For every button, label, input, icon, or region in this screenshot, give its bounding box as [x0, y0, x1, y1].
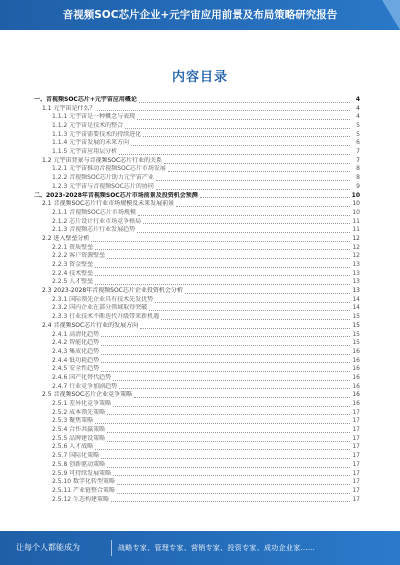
toc-entry-title: 2.2.1 资质壁垒 — [52, 243, 94, 251]
toc-entry[interactable] — [34, 383, 360, 392]
report-title: 音视频SOC芯片企业+元宇宙应用前景及布局策略研究报告 — [62, 9, 338, 21]
toc-leader-dots — [95, 267, 350, 268]
toc-entry-page: 4 — [356, 104, 360, 112]
toc-entry-page: 16 — [352, 400, 360, 408]
toc-entry[interactable] — [34, 426, 360, 435]
toc-entry-title: 2.1.2 芯片设计行业市场竞争格局 — [52, 217, 142, 225]
toc-leader-dots — [143, 136, 350, 137]
toc-entry-title: 2.3 2023-2028年音视频SOC芯片企业投资机会分析 — [42, 287, 183, 295]
toc-leader-dots — [107, 258, 350, 259]
toc-entry-title: 2.4.5 安全性趋势 — [52, 365, 100, 373]
toc-entry-page: 10 — [352, 208, 360, 216]
toc-entry[interactable] — [34, 139, 360, 148]
toc-entry-page: 16 — [352, 347, 360, 355]
toc-entry-page: 17 — [352, 478, 360, 486]
toc-entry[interactable] — [34, 417, 360, 426]
toc-entry[interactable] — [34, 192, 360, 201]
toc-leader-dots — [95, 284, 350, 285]
toc-entry[interactable] — [34, 313, 360, 322]
toc-leader-dots — [139, 102, 350, 103]
toc-leader-dots — [107, 432, 350, 433]
toc-entry[interactable] — [34, 348, 360, 357]
toc-entry[interactable] — [34, 105, 360, 114]
toc-entry-page: 13 — [352, 261, 360, 269]
toc-entry[interactable] — [34, 444, 360, 453]
toc-leader-dots — [111, 501, 350, 502]
toc-entry[interactable] — [34, 487, 360, 496]
toc-entry-title: 2.5.10 数字化转型策略 — [52, 478, 115, 486]
toc-leader-dots — [113, 406, 350, 407]
toc-entry-title: 2.4 音视频SOC芯片行业的发展方向 — [42, 321, 139, 329]
toc-entry-title: 2.5.9 可持续发展策略 — [52, 469, 112, 477]
toc-entry-title: 2.5.7 国际化策略 — [52, 452, 100, 460]
toc-entry[interactable] — [34, 96, 360, 105]
toc-entry-title: 1.2.3 元宇宙与音视频SOC芯片的协同 — [52, 182, 154, 190]
toc-entry-page: 15 — [352, 313, 360, 321]
toc-entry[interactable] — [34, 435, 360, 444]
toc-entry-page: 12 — [352, 234, 360, 242]
toc-entry[interactable] — [34, 322, 360, 331]
toc-entry-page: 17 — [352, 443, 360, 451]
toc-entry-page: 5 — [356, 130, 360, 138]
toc-leader-dots — [185, 293, 350, 294]
toc-entry-page: 5 — [356, 122, 360, 130]
toc-entry[interactable] — [34, 278, 360, 287]
toc-leader-dots — [101, 362, 350, 363]
toc-entry-title: 2.1.3 音视频芯片行业发展趋势 — [52, 226, 136, 234]
toc-entry-page: 7 — [356, 156, 360, 164]
toc-entry-page: 17 — [352, 452, 360, 460]
toc-leader-dots — [138, 215, 350, 216]
toc-leader-dots — [95, 423, 350, 424]
toc-entry-title: 2.5.11 产业链整合策略 — [52, 486, 115, 494]
toc-entry-title: 一、音视频SOC芯片+元宇宙应用概论 — [34, 96, 137, 103]
toc-leader-dots — [140, 328, 350, 329]
footer-slogan-left: 让每个人都能成为 — [16, 543, 80, 552]
toc-leader-dots — [168, 171, 350, 172]
toc-leader-dots — [143, 223, 350, 224]
toc-entry[interactable] — [34, 478, 360, 487]
toc-entry-title: 2.2.3 资金壁垒 — [52, 261, 94, 269]
toc-entry-page: 4 — [355, 96, 360, 103]
toc-entry-page: 16 — [352, 391, 360, 399]
toc-entry-page: 9 — [356, 182, 360, 190]
toc-leader-dots — [119, 388, 350, 389]
toc-entry-page: 15 — [352, 330, 360, 338]
toc-entry-page: 11 — [352, 226, 360, 234]
toc-entry-page: 15 — [352, 321, 360, 329]
toc-entry-page: 17 — [352, 434, 360, 442]
toc-entry[interactable] — [34, 209, 360, 218]
toc-entry[interactable] — [34, 157, 360, 166]
toc-entry-page: 17 — [352, 486, 360, 494]
toc-entry-title: 2.5 音视频SOC芯片企业竞争策略 — [42, 391, 133, 399]
toc-entry-title: 2.4.2 智能化趋势 — [52, 339, 100, 347]
toc-entry-page: 8 — [356, 174, 360, 182]
toc-entry[interactable] — [34, 131, 360, 140]
toc-entry-title: 2.4.3 集成化趋势 — [52, 347, 100, 355]
footer-slogan-right: 战略专家、管理专家、营销专家、投资专家、成功企业家…… — [118, 544, 316, 552]
toc-entry-title: 2.5.3 聚焦策略 — [52, 417, 94, 425]
toc-leader-dots — [156, 189, 350, 190]
toc-entry-title: 2.4.6 国产化替代趋势 — [52, 373, 112, 381]
toc-leader-dots — [95, 275, 350, 276]
toc-entry[interactable] — [34, 331, 360, 340]
toc-entry-title: 2.5.12 生态构建策略 — [52, 495, 109, 503]
toc-entry-page: 10 — [352, 200, 360, 208]
header-corner-decoration — [382, 0, 400, 30]
toc-leader-dots — [95, 449, 350, 450]
toc-entry-title: 2.3.2 国内企业在部分领域取得突破 — [52, 304, 148, 312]
toc-entry[interactable] — [34, 305, 360, 314]
toc-leader-dots — [125, 128, 350, 129]
toc-entry[interactable] — [34, 218, 360, 227]
toc-entry-title: 2.3.3 行业技术不断迭代升级带来新机遇 — [52, 313, 160, 321]
toc-entry-title: 1.2.2 音视频SOC芯片助力元宇宙产业 — [52, 174, 154, 182]
toc-leader-dots — [117, 484, 350, 485]
toc-entry[interactable] — [34, 400, 360, 409]
toc-entry-title: 2.2.2 客户资源壁垒 — [52, 252, 106, 260]
toc-entry-page: 17 — [352, 469, 360, 477]
toc-entry[interactable] — [34, 183, 360, 192]
toc-leader-dots — [97, 110, 350, 111]
toc-entry[interactable] — [34, 122, 360, 131]
toc-leader-dots — [95, 249, 350, 250]
toc-leader-dots — [149, 310, 350, 311]
toc-entry-title: 2.5.1 差异化竞争策略 — [52, 400, 112, 408]
toc-entry[interactable] — [34, 270, 360, 279]
toc-entry-page: 16 — [352, 365, 360, 373]
toc-entry[interactable] — [34, 244, 360, 253]
toc-entry-page: 17 — [352, 426, 360, 434]
toc-entry[interactable] — [34, 374, 360, 383]
toc-entry-page: 17 — [352, 495, 360, 503]
toc-entry-title: 2.4.1 高清化趋势 — [52, 330, 100, 338]
toc-entry[interactable] — [34, 365, 360, 374]
toc-leader-dots — [91, 241, 350, 242]
toc-entry-title: 1.1.1 元宇宙是一种概念与表现 — [52, 113, 136, 121]
toc-entry-page: 13 — [352, 287, 360, 295]
toc-entry-page: 8 — [356, 165, 360, 173]
toc-entry-page: 16 — [352, 373, 360, 381]
toc-entry-page: 6 — [356, 139, 360, 147]
toc-leader-dots — [101, 354, 350, 355]
toc-entry[interactable] — [34, 357, 360, 366]
toc-entry-page: 17 — [352, 460, 360, 468]
toc-entry-page: 14 — [352, 295, 360, 303]
toc-entry[interactable] — [34, 113, 360, 122]
toc-leader-dots — [113, 475, 350, 476]
toc-entry-title: 1.1.2 元宇宙是技术的整合 — [52, 122, 124, 130]
toc-entry-title: 1.1.4 元宇宙发展的未来方向 — [52, 139, 130, 147]
toc-entry-title: 2.3.1 国际领先企业具有技术先发优势 — [52, 295, 154, 303]
toc-entry-title: 2.1 音视频SOC芯片行业市场规模及未来发展前景 — [42, 200, 175, 208]
toc-leader-dots — [131, 145, 350, 146]
toc-entry[interactable] — [34, 200, 360, 209]
table-of-contents — [34, 96, 360, 514]
toc-entry-title: 2.5.8 创新驱动策略 — [52, 460, 106, 468]
toc-heading: 内容目录 — [171, 70, 228, 85]
toc-entry-title: 2.1.1 音视频SOC芯片市场规模 — [52, 208, 136, 216]
toc-leader-dots — [113, 380, 350, 381]
toc-leader-dots — [101, 336, 350, 337]
toc-entry-title: 1.2 元宇宙背景与音视频SOC芯片行业的关系 — [42, 156, 163, 164]
toc-leader-dots — [137, 119, 350, 120]
toc-leader-dots — [119, 154, 350, 155]
toc-leader-dots — [101, 345, 350, 346]
toc-entry-page: 14 — [352, 304, 360, 312]
toc-entry[interactable] — [34, 166, 360, 175]
toc-leader-dots — [101, 371, 350, 372]
toc-entry[interactable] — [34, 409, 360, 418]
toc-leader-dots — [200, 197, 350, 198]
toc-entry-title: 2.4.4 低功耗趋势 — [52, 356, 100, 364]
toc-entry[interactable] — [34, 261, 360, 270]
toc-entry[interactable] — [34, 496, 360, 505]
toc-leader-dots — [176, 206, 350, 207]
toc-entry[interactable] — [34, 461, 360, 470]
toc-entry-page: 17 — [352, 417, 360, 425]
toc-leader-dots — [117, 493, 350, 494]
toc-leader-dots — [137, 232, 350, 233]
toc-entry-page: 11 — [352, 217, 360, 225]
toc-entry-page: 15 — [352, 339, 360, 347]
toc-entry[interactable] — [34, 226, 360, 235]
toc-entry-title: 2.5.5 品牌建设策略 — [52, 434, 106, 442]
toc-entry-page: 16 — [352, 356, 360, 364]
toc-entry-title: 2.5.6 人才战略 — [52, 443, 94, 451]
toc-entry-page: 16 — [352, 382, 360, 390]
toc-leader-dots — [107, 441, 350, 442]
toc-entry[interactable] — [34, 148, 360, 157]
toc-entry-title: 2.2.5 人才壁垒 — [52, 278, 94, 286]
toc-leader-dots — [164, 163, 350, 164]
toc-entry[interactable] — [34, 391, 360, 400]
toc-entry[interactable] — [34, 174, 360, 183]
toc-entry-page: 17 — [352, 408, 360, 416]
toc-entry-title: 1.1.5 元宇宙应用层分析 — [52, 148, 118, 156]
toc-entry-title: 2.2.4 技术壁垒 — [52, 269, 94, 277]
toc-entry[interactable] — [34, 452, 360, 461]
toc-entry-title: 1.1.3 元宇宙需要技术的持续进化 — [52, 130, 142, 138]
toc-leader-dots — [107, 467, 350, 468]
footer-divider — [111, 540, 112, 556]
toc-leader-dots — [156, 180, 350, 181]
toc-entry[interactable] — [34, 252, 360, 261]
toc-entry[interactable] — [34, 235, 360, 244]
toc-entry-title: 2.4.7 行业竞争加剧趋势 — [52, 382, 118, 390]
toc-entry-page: 13 — [352, 269, 360, 277]
toc-entry-page: 12 — [352, 252, 360, 260]
toc-entry[interactable] — [34, 296, 360, 305]
toc-leader-dots — [134, 397, 350, 398]
toc-entry-title: 2.5.4 合作共赢策略 — [52, 426, 106, 434]
toc-leader-dots — [107, 414, 350, 415]
toc-leader-dots — [155, 302, 350, 303]
report-header-bar — [0, 0, 400, 30]
toc-entry-page: 7 — [356, 148, 360, 156]
toc-entry-title: 二、2023-2028年音视频SOC芯片市场前景及投资机会预测 — [34, 191, 198, 199]
toc-leader-dots — [101, 458, 350, 459]
toc-entry-page: 13 — [352, 278, 360, 286]
toc-entry[interactable] — [34, 287, 360, 296]
toc-entry-title: 1.1 元宇宙是什么？ — [42, 104, 96, 112]
toc-entry-title: 2.2 进入壁垒分析 — [42, 234, 90, 242]
toc-entry[interactable] — [34, 339, 360, 348]
toc-entry[interactable] — [34, 470, 360, 479]
toc-entry-page: 4 — [356, 113, 360, 121]
toc-leader-dots — [161, 319, 350, 320]
toc-entry-page: 10 — [351, 191, 360, 199]
toc-entry-title: 1.2.1 元宇宙推动音视频SOC芯片市场发展 — [52, 165, 166, 173]
toc-entry-title: 2.5.2 成本领先策略 — [52, 408, 106, 416]
footer-bar — [0, 531, 400, 565]
toc-entry-page: 12 — [352, 243, 360, 251]
